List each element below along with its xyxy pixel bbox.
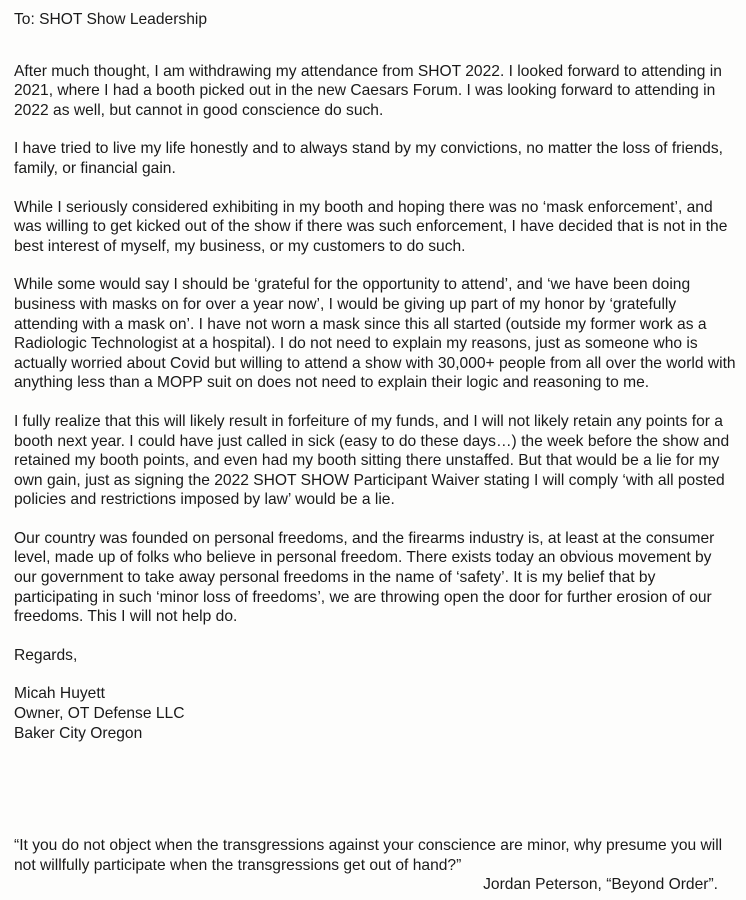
quote-block [14, 836, 736, 895]
quote-text: “It you do not object when the transgressions against your conscience are minor, why presume you will not willfully participate when the transgressions get out of hand?” [14, 837, 723, 874]
paragraph-forfeiture: I fully realize that this will likely result in forfeiture of my funds, and I will not likely retain any points for a booth next year. I could have just called in sick (easy to do these days…) the week before the show and retained my booth points, and even had my booth sitting there unstaffed. But that would be a lie for my own gain, just as signing the 2022 SHOT SHOW Participant Waiver stating I will comply ‘with all posted policies and restrictions imposed by law’ would be a lie. [14, 412, 730, 509]
signature-title: Owner, OT Defense LLC [14, 705, 185, 723]
recipient-line: To: SHOT Show Leadership [14, 11, 208, 28]
quote-attribution: Jordan Peterson, “Beyond Order”. [483, 876, 718, 894]
paragraph-mask-enforcement: While I seriously considered exhibiting in my booth and hoping there was no ‘mask enforcement’, and was willing to get kicked out of the show if there was such enforcement, I have decided that is not in the best interest of myself, my business, or my customers to do such. [14, 198, 728, 255]
signature-name: Micah Huyett [14, 685, 105, 703]
paragraph-freedoms: Our country was founded on personal freedoms, and the firearms industry is, at least at the consumer level, made up of folks who believe in personal freedom. There exists today an obvious movement by our government to take away personal freedoms in the name of ‘safety’. It is my belief that by participating in such ‘minor loss of freedoms’, we are throwing open the door for further erosion of our freedoms. This I will not help do. [14, 529, 715, 626]
paragraph-convictions: I have tried to live my life honestly and to always stand by my convictions, no matter the loss of friends, family, or financial gain. [14, 140, 723, 177]
paragraph-honor: While some would say I should be ‘grateful for the opportunity to attend’, and ‘we have been doing business with masks on for over a year now’, I would be giving up part of my honor by ‘gratefully attending with a mask on’. I have not worn a mask since this all started (outside my former work as a Radiologic Technologist at a hospital). I do not need to explain my reasons, just as someone who is actually worried about Covid but willing to attend a show with 30,000+ people from all over the world with anything less than a MOPP suit on does not need to explain their logic and reasoning to me. [14, 276, 736, 392]
closing-salutation: Regards, [14, 646, 78, 664]
signature-location: Baker City Oregon [14, 724, 143, 742]
signature-block [14, 684, 736, 743]
paragraph-withdrawal: After much thought, I am withdrawing my attendance from SHOT 2022. I looked forward to attending in 2021, where I had a booth picked out in the new Caesars Forum. I was looking forward to attending in 2022 as well, but cannot in good conscience do such. [14, 62, 722, 119]
